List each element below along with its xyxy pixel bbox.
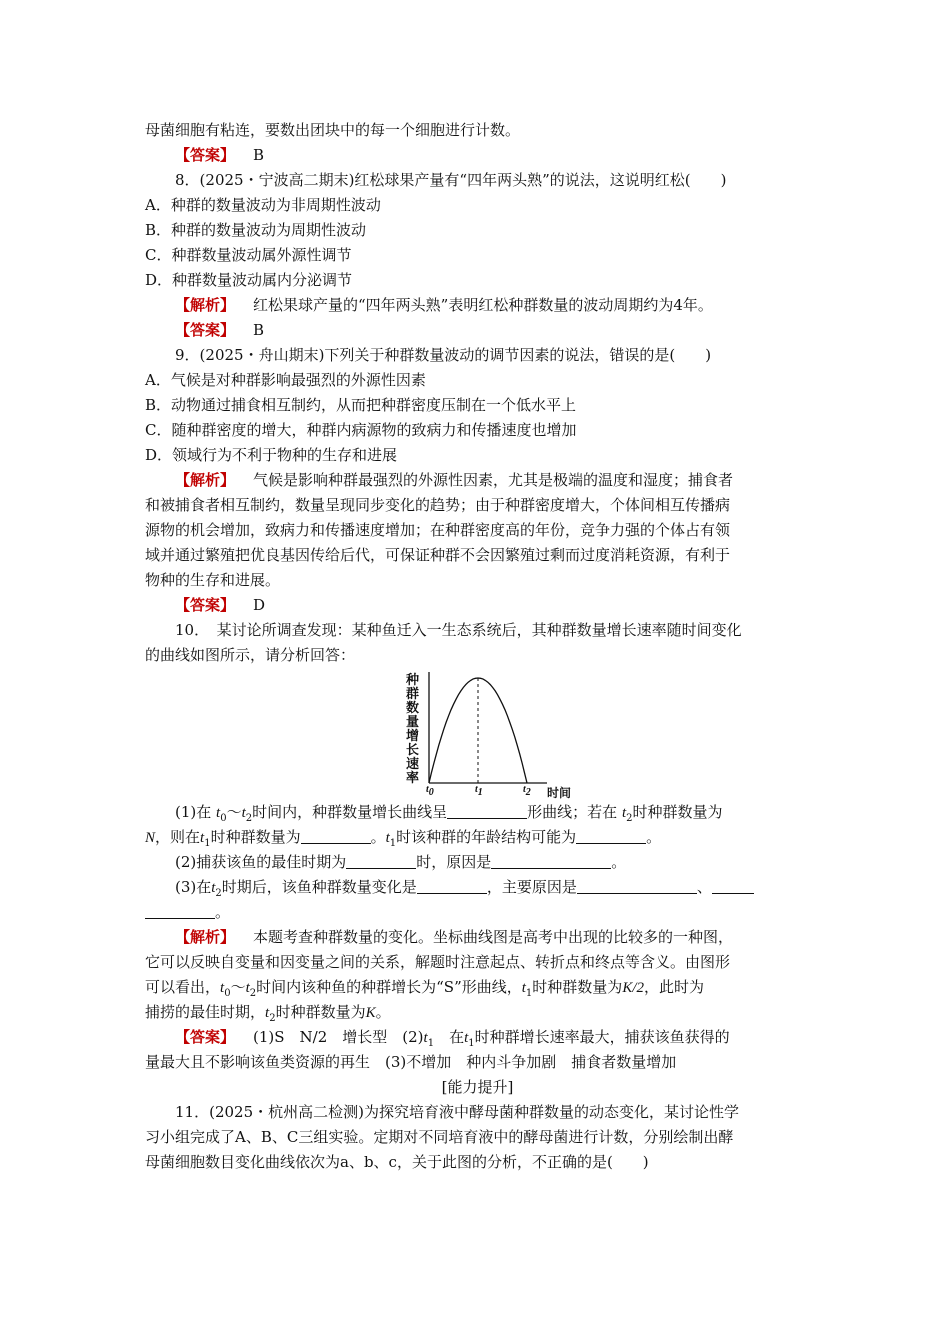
q8-option-d: D．种群数量波动属内分泌调节 — [145, 271, 353, 289]
q8-answer: B — [253, 321, 265, 339]
blank-population-t1[interactable] — [301, 827, 371, 844]
chart-svg — [405, 668, 585, 800]
answer-tag: 【答案】 — [175, 146, 236, 164]
document-page — [145, 118, 810, 1175]
blank-age-structure[interactable] — [576, 827, 646, 844]
chart-x-label: 时间 — [547, 786, 572, 800]
growth-rate-chart — [145, 668, 810, 800]
q10-analysis-line-2: 它可以反映自变量和因变量之间的关系，解题时注意起点、转折点和终点等含义。由图形 — [145, 953, 731, 971]
growth-curve — [429, 678, 527, 783]
tick-t1: $t_1$ — [475, 784, 483, 798]
blank-cause-2a[interactable] — [712, 877, 754, 894]
q10-stem-line-1: 10． 某讨论所调查发现：某种鱼迁入一生态系统后，其种群数量增长速率随时间变化 — [175, 621, 742, 639]
q10-answer-line-2: 量最大且不影响该鱼类资源的再生 (3)不增加 种内斗争加剧 捕食者数量增加 — [145, 1053, 677, 1071]
q8-option-c: C．种群数量波动属外源性调节 — [145, 246, 352, 264]
q10-analysis-line-1: 【解析】 本题考查种群数量的变化。坐标曲线图是高考中出现的比较多的一种图， — [175, 928, 734, 946]
q9-option-d: D．领域行为不利于物种的生存和进展 — [145, 446, 398, 464]
chart-y-label: 种群数量增长速率 — [406, 673, 420, 786]
q10-analysis-line-3: 可以看出，$t_0\sim t_2$时间内该种鱼的种群增长为“S”形曲线，$t_1$时种群数量为K/2，此时为 — [145, 978, 705, 999]
q9-analysis-line-4: 域并通过繁殖把优良基因传给后代，可保证种群不会因繁殖过剩而过度消耗资源，有利于 — [145, 546, 731, 564]
q7-answer-line — [145, 143, 810, 168]
q8-analysis-line — [145, 293, 810, 318]
q8-answer-line — [145, 318, 810, 343]
blank-curve-shape[interactable] — [447, 802, 527, 819]
blank-cause-1[interactable] — [577, 877, 697, 894]
q9-answer: D — [253, 596, 266, 614]
q10-analysis-line-4: 捕捞的最佳时期，$t_2$时种群数量为K。 — [145, 1003, 391, 1024]
q8-option-b: B．种群的数量波动为周期性波动 — [145, 221, 367, 239]
answer-tag: 【答案】 — [175, 321, 236, 339]
q7-answer: B — [253, 146, 265, 164]
q9-analysis-line-2: 和被捕食者相互制约，数量呈现同步变化的趋势；由于种群密度增大，个体间相互传播病 — [145, 496, 731, 514]
blank-change[interactable] — [417, 877, 487, 894]
q8-stem: 8．(2025・宁波高二期末)红松球果产量有“四年两头熟”的说法，这说明红松( ) — [175, 171, 727, 189]
q10-sub1-line-1: (1)在 $t_0\sim t_2$时间内，种群数量增长曲线呈 形曲线；若在 $t_2$时种群数量为 — [175, 803, 723, 824]
blank-reason[interactable] — [491, 852, 611, 869]
q10-sub2: (2)捕获该鱼的最佳时期为 时，原因是 。 — [175, 853, 627, 871]
answer-tag: 【答案】 — [175, 596, 236, 614]
answer-tag: 【答案】 — [175, 1028, 236, 1046]
tick-t0: $t_0$ — [426, 784, 434, 798]
q9-option-a: A．气候是对种群影响最强烈的外源性因素 — [145, 371, 426, 389]
analysis-tag: 【解析】 — [175, 471, 236, 489]
q9-analysis-line-3: 源物的机会增加，致病力和传播速度增加；在种群密度高的年份，竞争力强的个体占有领 — [145, 521, 731, 539]
q10-sub3-cont: 。 — [145, 900, 810, 925]
q10-stem-line-2: 的曲线如图所示，请分析回答： — [145, 646, 356, 664]
q10-answer-line-1: 【答案】 (1)S N/2 增长型 $(2)t_1$ 在$t_1$时种群增长速率最大，捕获该鱼获得的 — [175, 1028, 730, 1049]
q9-answer-line — [145, 593, 810, 618]
q9-analysis-text: 气候是影响种群最强烈的外源性因素，尤其是极端的温度和湿度；捕食者 — [253, 471, 734, 489]
analysis-tag: 【解析】 — [175, 928, 236, 946]
q11-line-3: 母菌细胞数目变化曲线依次为a、b、c，关于此图的分析，不正确的是( ) — [145, 1153, 649, 1171]
q11-line-2: 习小组完成了A、B、C三组实验。定期对不同培育液中的酵母菌进行计数，分别绘制出酵 — [145, 1128, 734, 1146]
q8-analysis: 红松果球产量的“四年两头熟”表明红松种群数量的波动周期约为4年。 — [253, 296, 713, 314]
q9-option-b: B．动物通过捕食相互制约，从而把种群密度压制在一个低水平上 — [145, 396, 577, 414]
analysis-tag: 【解析】 — [175, 296, 236, 314]
q10-sub1-line-2: N，则在$t_1$时种群数量为 。$t_1$时该种群的年龄结构可能为 。 — [145, 828, 662, 849]
q8-option-a: A．种群的数量波动为非周期性波动 — [145, 196, 381, 214]
blank-cause-2b[interactable] — [145, 902, 215, 919]
blank-best-time[interactable] — [346, 852, 416, 869]
q10-sub3: (3)在$t_2$时期后，该鱼种群数量变化是 ，主要原因是 、 — [145, 875, 810, 900]
q9-analysis-line-5: 物种的生存和进展。 — [145, 571, 281, 589]
q11-line-1: 11．(2025・杭州高二检测)为探究培育液中酵母菌种群数量的动态变化，某讨论性学 — [175, 1103, 739, 1121]
section-heading: [能力提升] — [441, 1078, 514, 1096]
q9-analysis-line-1 — [145, 468, 810, 493]
q9-option-c: C．随种群密度的增大，种群内病源物的致病力和传播速度也增加 — [145, 421, 577, 439]
q9-stem: 9．(2025・舟山期末)下列关于种群数量波动的调节因素的说法，错误的是( ) — [175, 346, 712, 364]
q7-tail: 母菌细胞有粘连，要数出团块中的每一个细胞进行计数。 — [145, 121, 521, 139]
tick-t2: $t_2$ — [523, 784, 531, 798]
